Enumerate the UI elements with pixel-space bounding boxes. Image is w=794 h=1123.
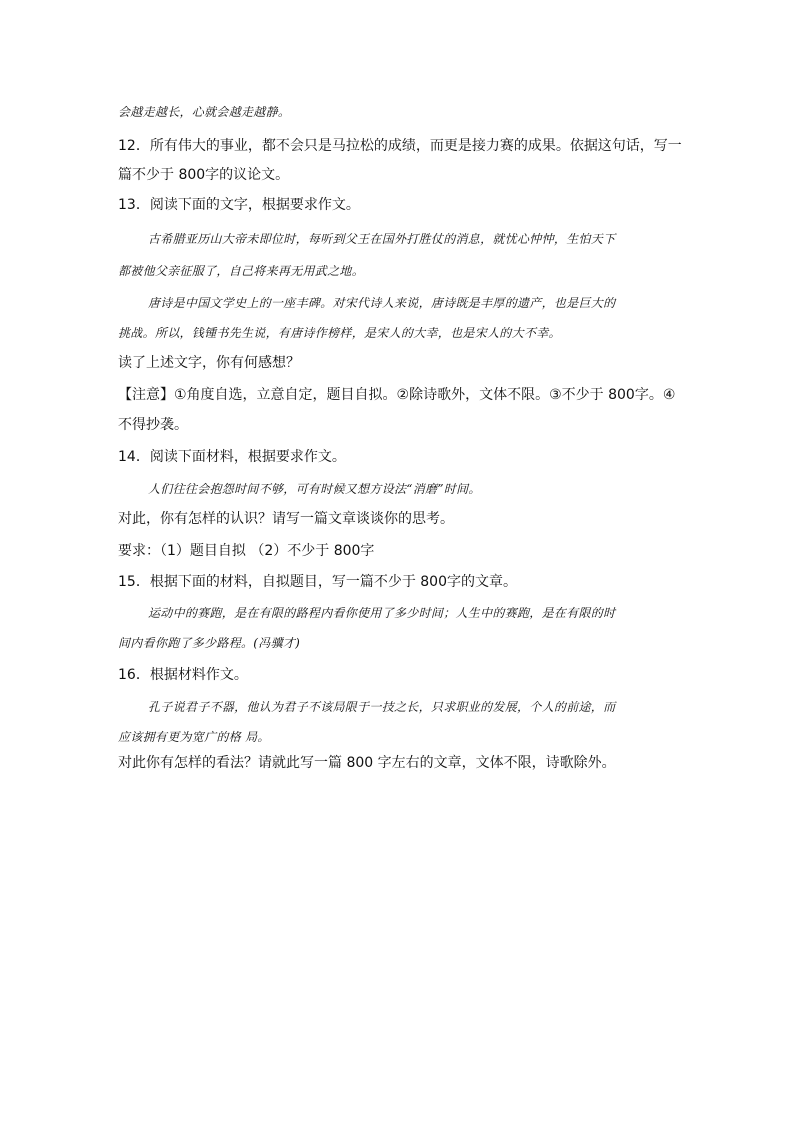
q13-material-1-line-2: 都被他父亲征服了，自己将来再无用武之地。: [118, 264, 365, 278]
q16-material-line-1: 孔子说君子不器，他认为君子不该局限于一技之长，只求职业的发展，个人的前途，而: [148, 700, 616, 714]
question-15-heading: 15．根据下面的材料，自拟题目，写一篇不少于 800字的文章。: [118, 574, 517, 590]
question-12-line-2: 篇不少于 800字的议论文。: [118, 167, 290, 183]
q16-material-line-2: 应该拥有更为宽广的格 局。: [118, 730, 270, 744]
question-16-heading: 16．根据材料作文。: [118, 667, 248, 683]
q13-prompt: 读了上述文字，你有何感想？: [118, 355, 300, 371]
q13-material-1-line-1: 古希腊亚历山大帝未即位时，每听到父王在国外打胜仗的消息，就忧心忡忡，生怕天下: [148, 232, 616, 246]
q15-material-line-1: 运动中的赛跑，是在有限的路程内看你使用了多少时间；人生中的赛跑，是在有限的时: [148, 606, 616, 620]
q13-material-2-line-2: 挑战。所以，钱锺书先生说，有唐诗作榜样，是宋人的大幸，也是宋人的大不幸。: [118, 326, 561, 340]
question-12-line-1: 12．所有伟大的事业，都不会只是马拉松的成绩，而更是接力赛的成果。依据这句话，写一: [118, 138, 682, 154]
question-13-heading: 13．阅读下面的文字，根据要求作文。: [118, 197, 360, 213]
q13-notice-line-2: 不得抄袭。: [118, 417, 188, 433]
question-14-heading: 14．阅读下面材料，根据要求作文。: [118, 449, 346, 465]
q13-notice-line-1: 【注意】①角度自选，立意自定，题目自拟。②除诗歌外，文体不限。③不少于 800字。④: [118, 387, 676, 403]
q14-prompt: 对此，你有怎样的认识？请写一篇文章谈谈你的思考。: [118, 511, 454, 527]
q14-requirements: 要求：（1）题目自拟 （2）不少于 800字: [118, 543, 375, 559]
q13-material-2-line-1: 唐诗是中国文学史上的一座丰碑。对宋代诗人来说，唐诗既是丰厚的遗产，也是巨大的: [148, 296, 616, 310]
q15-material-line-2: 间内看你跑了多少路程。(冯骥才): [118, 636, 301, 650]
text-line-continuation: 会越走越长，心就会越走越静。: [118, 105, 291, 119]
q14-material: 人们往往会抱怨时间不够，可有时候又想方设法“消磨”时间。: [148, 482, 481, 496]
q16-prompt: 对此你有怎样的看法？请就此写一篇 800 字左右的文章，文体不限，诗歌除外。: [118, 755, 616, 771]
